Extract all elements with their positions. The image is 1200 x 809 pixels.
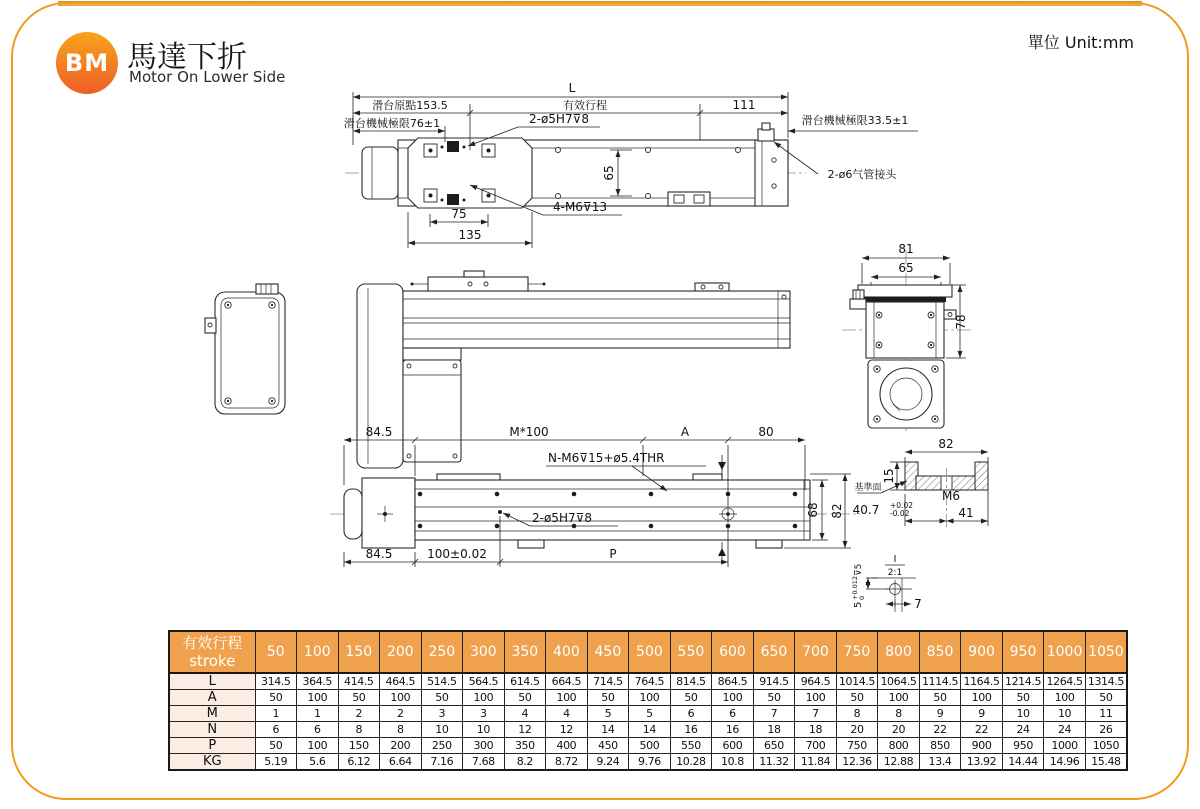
table-cell: 1314.5 xyxy=(1085,673,1127,690)
table-cell: 50 xyxy=(504,690,546,706)
table-cell: 12 xyxy=(546,722,588,738)
dim-L: L xyxy=(568,81,576,95)
table-cell: 850 xyxy=(919,738,961,754)
dim-100: 100±0.02 xyxy=(427,547,487,561)
stroke-col-header: 450 xyxy=(587,631,629,673)
table-cell: 6 xyxy=(255,722,297,738)
table-cell: 350 xyxy=(504,738,546,754)
stroke-col-header: 900 xyxy=(961,631,1003,673)
stroke-col-header: 250 xyxy=(421,631,463,673)
table-cell: 5 xyxy=(629,706,671,722)
row-label: KG xyxy=(169,754,255,771)
dim-limit-left: 滑台機械極限76±1 xyxy=(343,117,441,130)
stroke-col-header: 550 xyxy=(670,631,712,673)
table-cell: 50 xyxy=(919,690,961,706)
dim-P: P xyxy=(609,547,617,561)
table-cell: 864.5 xyxy=(712,673,754,690)
dim-40-7-tol-plus: +0.02 xyxy=(890,501,913,510)
dim-40-7-tol-minus: -0.02 xyxy=(890,509,910,518)
detail-tol-plus: +0.012 xyxy=(851,575,859,600)
table-row xyxy=(169,690,1127,706)
label-pin-hole-top: 2-ø5H7⊽8 xyxy=(528,112,590,126)
table-cell: 50 xyxy=(670,690,712,706)
dim-82-profile: 82 xyxy=(938,437,954,451)
table-cell: 22 xyxy=(961,722,1003,738)
dim-111: 111 xyxy=(732,98,756,112)
label-m6: M6 xyxy=(942,489,960,503)
table-cell: 100 xyxy=(297,738,339,754)
table-cell: 100 xyxy=(712,690,754,706)
dim-limit-right: 滑台機械極限33.5±1 xyxy=(801,114,909,127)
table-cell: 2 xyxy=(338,706,380,722)
table-cell: 20 xyxy=(836,722,878,738)
table-cell: 6 xyxy=(712,706,754,722)
table-cell: 314.5 xyxy=(255,673,297,690)
dim-75: 75 xyxy=(451,207,467,221)
table-cell: 4 xyxy=(504,706,546,722)
table-cell: 8.72 xyxy=(546,754,588,771)
table-cell: 1114.5 xyxy=(919,673,961,690)
table-cell: 400 xyxy=(546,738,588,754)
stroke-col-header: 850 xyxy=(919,631,961,673)
table-cell: 5.19 xyxy=(255,754,297,771)
dim-84-5-top: 84.5 xyxy=(365,425,393,439)
table-cell: 5 xyxy=(587,706,629,722)
table-cell: 11.84 xyxy=(795,754,837,771)
table-cell: 5.6 xyxy=(297,754,339,771)
table-cell: 464.5 xyxy=(380,673,422,690)
table-cell: 11.32 xyxy=(753,754,795,771)
table-cell: 9.24 xyxy=(587,754,629,771)
dim-pitch: M*100 xyxy=(509,425,549,439)
stroke-header-label: 有效行程 stroke xyxy=(169,631,255,673)
table-cell: 6.12 xyxy=(338,754,380,771)
table-cell: 9 xyxy=(919,706,961,722)
detail-view xyxy=(851,554,922,612)
table-cell: 200 xyxy=(380,738,422,754)
table-cell: 514.5 xyxy=(421,673,463,690)
table-cell: 12.88 xyxy=(878,754,920,771)
table-cell: 50 xyxy=(255,690,297,706)
stroke-col-header: 50 xyxy=(255,631,297,673)
table-cell: 6 xyxy=(670,706,712,722)
table-cell: 50 xyxy=(338,690,380,706)
end-section-view xyxy=(842,242,972,432)
table-cell: 100 xyxy=(546,690,588,706)
dim-A: A xyxy=(680,425,690,439)
label-pin-hole-bottom: 2-ø5H7⊽8 xyxy=(532,511,593,525)
table-cell: 26 xyxy=(1085,722,1127,738)
dim-15: 15 xyxy=(882,468,896,484)
table-cell: 20 xyxy=(878,722,920,738)
table-cell: 100 xyxy=(629,690,671,706)
table-row xyxy=(169,754,1127,771)
table-cell: 414.5 xyxy=(338,673,380,690)
stroke-col-header: 100 xyxy=(297,631,339,673)
label-mount-holes: N-M6⊽15+ø5.4THR xyxy=(548,451,665,465)
table-cell: 1 xyxy=(255,706,297,722)
table-cell: 1164.5 xyxy=(961,673,1003,690)
stroke-col-header: 300 xyxy=(463,631,505,673)
stroke-col-header: 500 xyxy=(629,631,671,673)
table-cell: 13.4 xyxy=(919,754,961,771)
table-cell: 650 xyxy=(753,738,795,754)
table-cell: 22 xyxy=(919,722,961,738)
table-cell: 18 xyxy=(795,722,837,738)
table-cell: 2 xyxy=(380,706,422,722)
stroke-col-header: 950 xyxy=(1002,631,1044,673)
unit-label: 單位 Unit:mm xyxy=(1027,33,1134,52)
page-subtitle: Motor On Lower Side xyxy=(129,68,286,86)
table-cell: 10 xyxy=(421,722,463,738)
table-cell: 14 xyxy=(629,722,671,738)
table-cell: 50 xyxy=(1002,690,1044,706)
table-cell: 1 xyxy=(297,706,339,722)
table-cell: 300 xyxy=(463,738,505,754)
dim-65-section: 65 xyxy=(898,261,914,275)
table-cell: 9 xyxy=(961,706,1003,722)
row-label: N xyxy=(169,722,255,738)
table-cell: 100 xyxy=(878,690,920,706)
table-cell: 100 xyxy=(297,690,339,706)
table-cell: 814.5 xyxy=(670,673,712,690)
table-cell: 714.5 xyxy=(587,673,629,690)
dim-82-bottom: 82 xyxy=(830,503,844,519)
table-cell: 10 xyxy=(1002,706,1044,722)
table-cell: 12.36 xyxy=(836,754,878,771)
table-cell: 3 xyxy=(463,706,505,722)
table-cell: 1050 xyxy=(1085,738,1127,754)
table-cell: 18 xyxy=(753,722,795,738)
table-cell: 550 xyxy=(670,738,712,754)
table-cell: 50 xyxy=(255,738,297,754)
table-cell: 10 xyxy=(1044,706,1086,722)
table-cell: 664.5 xyxy=(546,673,588,690)
table-cell: 14.96 xyxy=(1044,754,1086,771)
table-row xyxy=(169,722,1127,738)
table-cell: 800 xyxy=(878,738,920,754)
row-label: M xyxy=(169,706,255,722)
table-cell: 614.5 xyxy=(504,673,546,690)
table-cell: 4 xyxy=(546,706,588,722)
table-cell: 24 xyxy=(1002,722,1044,738)
table-cell: 14 xyxy=(587,722,629,738)
stroke-table-wrapper xyxy=(168,630,1128,771)
dim-135: 135 xyxy=(458,228,482,242)
label-air-fitting: 2-ø6气管接头 xyxy=(827,168,897,181)
row-label: L xyxy=(169,673,255,690)
stroke-col-header: 200 xyxy=(380,631,422,673)
row-label: A xyxy=(169,690,255,706)
table-cell: 16 xyxy=(712,722,754,738)
table-cell: 3 xyxy=(421,706,463,722)
table-cell: 8 xyxy=(338,722,380,738)
table-cell: 100 xyxy=(961,690,1003,706)
table-cell: 1014.5 xyxy=(836,673,878,690)
detail-id: I xyxy=(893,554,897,565)
table-cell: 6 xyxy=(297,722,339,738)
bm-logo-text: BM xyxy=(64,49,110,77)
dim-41: 41 xyxy=(958,506,974,520)
table-cell: 8 xyxy=(836,706,878,722)
label-tap-holes: 4-M6⊽13 xyxy=(552,200,608,214)
stroke-col-header: 150 xyxy=(338,631,380,673)
table-cell: 914.5 xyxy=(753,673,795,690)
table-cell: 10 xyxy=(463,722,505,738)
table-cell: 764.5 xyxy=(629,673,671,690)
table-cell: 364.5 xyxy=(297,673,339,690)
table-cell: 50 xyxy=(753,690,795,706)
stroke-col-header: 1050 xyxy=(1085,631,1127,673)
table-cell: 50 xyxy=(587,690,629,706)
table-cell: 6.64 xyxy=(380,754,422,771)
table-cell: 9.76 xyxy=(629,754,671,771)
detail-dim-7: 7 xyxy=(914,597,922,611)
table-cell: 150 xyxy=(338,738,380,754)
table-cell: 900 xyxy=(961,738,1003,754)
stroke-table xyxy=(168,630,1128,771)
table-cell: 1064.5 xyxy=(878,673,920,690)
table-cell: 50 xyxy=(421,690,463,706)
profile-section-view xyxy=(853,437,988,527)
table-cell: 600 xyxy=(712,738,754,754)
detail-depth: ⊽5 xyxy=(854,563,864,576)
table-cell: 100 xyxy=(380,690,422,706)
stroke-col-header: 800 xyxy=(878,631,920,673)
table-cell: 7 xyxy=(795,706,837,722)
table-cell: 100 xyxy=(463,690,505,706)
table-cell: 50 xyxy=(836,690,878,706)
dim-65-top: 65 xyxy=(602,165,616,181)
table-cell: 7 xyxy=(753,706,795,722)
label-datum: 基準面 xyxy=(854,483,882,493)
table-cell: 8 xyxy=(878,706,920,722)
stroke-col-header: 400 xyxy=(546,631,588,673)
stroke-col-header: 750 xyxy=(836,631,878,673)
table-cell: 450 xyxy=(587,738,629,754)
side-view xyxy=(205,271,790,468)
stroke-col-header: 600 xyxy=(712,631,754,673)
detail-tol-zero: 0 xyxy=(858,595,866,600)
table-cell: 13.92 xyxy=(961,754,1003,771)
table-cell: 100 xyxy=(1044,690,1086,706)
stroke-col-header: 350 xyxy=(504,631,546,673)
row-label: P xyxy=(169,738,255,754)
table-cell: 564.5 xyxy=(463,673,505,690)
dim-80: 80 xyxy=(758,425,774,439)
table-cell: 15.48 xyxy=(1085,754,1127,771)
table-cell: 750 xyxy=(836,738,878,754)
table-cell: 24 xyxy=(1044,722,1086,738)
table-row xyxy=(169,738,1127,754)
dim-68: 68 xyxy=(806,502,820,518)
detail-dim-5: 5 xyxy=(853,601,864,608)
dim-effective-stroke: 有效行程 xyxy=(563,99,607,112)
table-cell: 1214.5 xyxy=(1002,673,1044,690)
table-cell: 950 xyxy=(1002,738,1044,754)
table-cell: 14.44 xyxy=(1002,754,1044,771)
table-cell: 500 xyxy=(629,738,671,754)
dim-slide-origin: 滑台原點153.5 xyxy=(372,99,448,112)
dim-81: 81 xyxy=(898,242,914,256)
table-cell: 8 xyxy=(380,722,422,738)
plan-view xyxy=(344,81,918,248)
table-cell: 1264.5 xyxy=(1044,673,1086,690)
table-cell: 10.28 xyxy=(670,754,712,771)
stroke-col-header: 700 xyxy=(795,631,837,673)
table-cell: 7.16 xyxy=(421,754,463,771)
page-title: 馬達下折 xyxy=(127,40,247,75)
stroke-col-header: 1000 xyxy=(1044,631,1086,673)
dim-40-7: 40.7 xyxy=(852,503,880,517)
table-cell: 50 xyxy=(1085,690,1127,706)
dim-78: 78 xyxy=(954,314,968,330)
table-cell: 7.68 xyxy=(463,754,505,771)
table-cell: 100 xyxy=(795,690,837,706)
table-cell: 1000 xyxy=(1044,738,1086,754)
table-cell: 12 xyxy=(504,722,546,738)
table-cell: 8.2 xyxy=(504,754,546,771)
table-cell: 16 xyxy=(670,722,712,738)
table-cell: 10.8 xyxy=(712,754,754,771)
detail-scale: 2:1 xyxy=(887,568,903,578)
dim-84-5-bottom: 84.5 xyxy=(365,547,393,561)
table-cell: 11 xyxy=(1085,706,1127,722)
stroke-col-header: 650 xyxy=(753,631,795,673)
table-cell: 250 xyxy=(421,738,463,754)
table-row xyxy=(169,673,1127,690)
table-cell: 700 xyxy=(795,738,837,754)
table-row xyxy=(169,706,1127,722)
table-cell: 964.5 xyxy=(795,673,837,690)
